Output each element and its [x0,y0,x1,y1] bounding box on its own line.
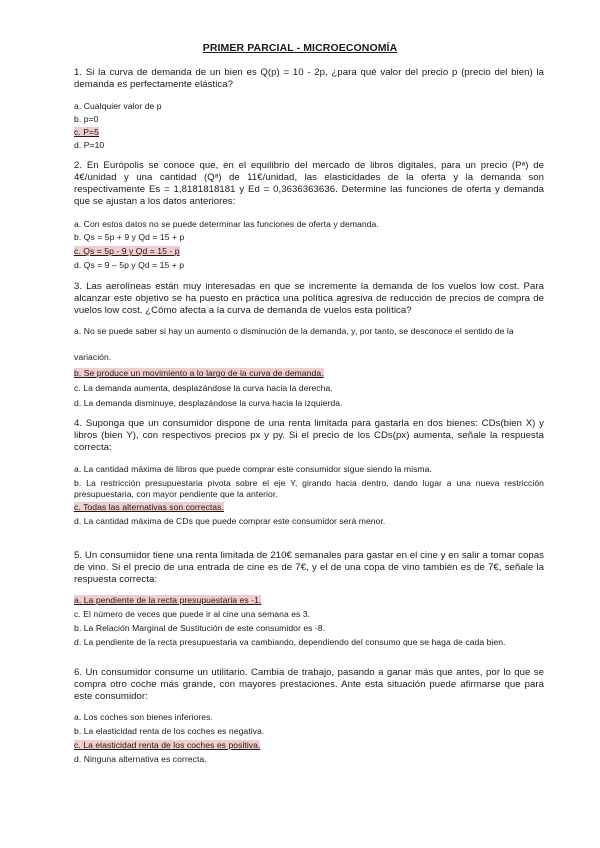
q5-option-b [74,623,544,634]
option-text: Qs = 5p + 9 y Qd = 15 + p [83,232,185,242]
q2-option-a [74,219,544,230]
page-title: PRIMER PARCIAL - MICROECONOMÍA [202,42,398,54]
option-text: La demanda disminuye, desplazándose la curva hacia la izquierda. [83,398,343,408]
option-text: La Relación Marginal de Sustitución de este consumidor es -8. [83,623,326,633]
q4-option-b [74,478,544,500]
option-prefix: a. [74,595,84,605]
option-prefix: a. [74,464,84,474]
q6-option-d [74,754,544,765]
q3-option-c [74,383,544,394]
option-text: La restricción presupuestaria pivota sobre el eje Y, girando hacia dentro, dando lugar a una nueva restricción presupuestaria, con mayor pendiente que la anterior. [74,478,544,499]
option-prefix: d. [74,140,84,150]
option-text: La demanda aumenta, desplazándose la curva hacia la derecha. [83,383,333,393]
q4-option-c-correct [74,502,544,513]
option-text: P=10 [83,140,105,150]
option-prefix: a. [74,326,84,336]
q4-option-a [74,464,544,475]
correct-answer-highlight [74,368,324,378]
option-prefix: c. [74,383,84,393]
option-text: La pendiente de la recta presupuestaria va cambiando, dependiendo del consumo que se haga de cada bien. [83,637,506,647]
option-prefix: c. [74,609,84,619]
option-text: La elasticidad renta de los coches es positiva. [83,740,261,750]
option-prefix: d. [74,398,84,408]
q3-option-a-continuation [74,352,544,363]
option-prefix: a. [74,101,84,111]
q3-option-a [74,326,544,337]
option-prefix: b. [74,623,84,633]
option-text: La pendiente de la recta presupuestaria es -1. [83,595,262,605]
option-text: variación. [74,352,112,362]
q5-option-a-correct [74,595,544,606]
q3-option-b-correct [74,368,544,379]
option-text: Con estos datos no se puede determinar las funciones de oferta y demanda. [83,219,379,229]
option-prefix: d. [74,637,84,647]
option-prefix: b. [74,114,84,124]
option-prefix: b. [74,726,84,736]
correct-answer-highlight [74,595,261,605]
option-prefix: b. [74,232,84,242]
correct-answer-highlight [74,127,99,137]
option-prefix: d. [74,516,84,526]
correct-answer-highlight [74,246,180,256]
q2-option-d [74,260,544,271]
q5-option-d [74,637,544,648]
option-text: p=0 [83,114,99,124]
q1-option-c-correct [74,127,544,138]
question-2: 2. En Európolis se conoce que, en el equilibrio del mercado de libros digitales, para un precio (Pᵃ) de 4€/unidad y una cantidad (Qᵃ) de 11€/unidad, las elasticidades de la oferta y la demanda son respectivamente Es = 1,8181818181 y Ed = 0,3636363636. Determine las funciones de oferta y demanda que se ajustan a los datos anteriores: [74,160,544,207]
option-text: Qs = 5p - 9 y Qd = 15 - p [83,246,180,256]
option-text: Ninguna alternativa es correcta. [83,754,207,764]
q6-option-a [74,712,544,723]
option-text: Los coches son bienes inferiores. [83,712,213,722]
q1-option-b [74,114,544,125]
correct-answer-highlight [74,740,260,750]
option-prefix: c. [74,502,84,512]
option-text: Qs = 9 – 5p y Qd = 15 + p [83,260,185,270]
correct-answer-highlight [74,502,224,512]
option-text: Cualquier valor de p [83,101,162,111]
q6-option-c-correct [74,740,544,751]
option-prefix: a. [74,712,84,722]
option-text: La cantidad máxima de CDs que puede comprar este consumidor será menor. [83,516,386,526]
question-6: 6. Un consumidor consume un utilitario. Cambia de trabajo, pasando a ganar más que antes, por lo que se compra otro coche más grande, con mayores prestaciones. Ante esta situación puede afirmarse que para este consumidor: [74,667,544,702]
option-text: Todas las alternativas son correctas. [83,502,224,512]
option-prefix: d. [74,260,84,270]
q4-option-d [74,516,544,527]
option-text: No se puede saber si hay un aumento o disminución de la demanda, y, por tanto, se desconoce el sentido de la [83,326,514,336]
option-prefix: d. [74,754,84,764]
q2-option-c-correct [74,246,544,257]
option-text: Se produce un movimiento a lo largo de la curva de demanda. [83,368,324,378]
question-4: 4. Suponga que un consumidor dispone de una renta limitada para gastarla en dos bienes: CDs(bien X) y libros (bien Y), con respectivos precios px y py. Si el precio de los CDs(px) aumenta, señale la respuesta correcta: [74,418,544,453]
question-5: 5. Un consumidor tiene una renta limitada de 210€ semanales para gastar en el cine y en salir a tomar copas de vino. Si el precio de una entrada de cine es de 7€, y el de una copa de vino también es de 7€, señale la respuesta correcta: [74,550,544,585]
q3-option-d [74,398,544,409]
option-text: La elasticidad renta de los coches es negativa. [83,726,265,736]
option-text: P=5 [83,127,99,137]
option-text: La cantidad máxima de libros que puede comprar este consumidor sigue siendo la misma. [83,464,432,474]
option-prefix: a. [74,219,84,229]
q6-option-b [74,726,544,737]
q2-option-b [74,232,544,243]
question-1: 1. Si la curva de demanda de un bien es Q(p) = 10 - 2p, ¿para qué valor del precio p (precio del bien) la demanda es perfectamente elástica? [74,67,544,90]
option-prefix: c. [74,740,84,750]
option-text: El número de veces que puede ir al cine una semana es 3. [83,609,311,619]
q1-option-d [74,140,544,151]
option-prefix: b. [74,368,84,378]
option-prefix: b. [74,478,87,488]
q1-option-a [74,101,544,112]
q5-option-c [74,609,544,620]
option-prefix: c. [74,127,84,137]
question-3: 3. Las aerolíneas están muy interesadas en que se incremente la demanda de los vuelos low cost. Para alcanzar este objetivo se ha puesto en práctica una política agresiva de reducción de precios de compra de vuelos low cost. ¿Cómo afecta a la curva de demanda de vuelos esta política? [74,281,544,316]
option-prefix: c. [74,246,84,256]
